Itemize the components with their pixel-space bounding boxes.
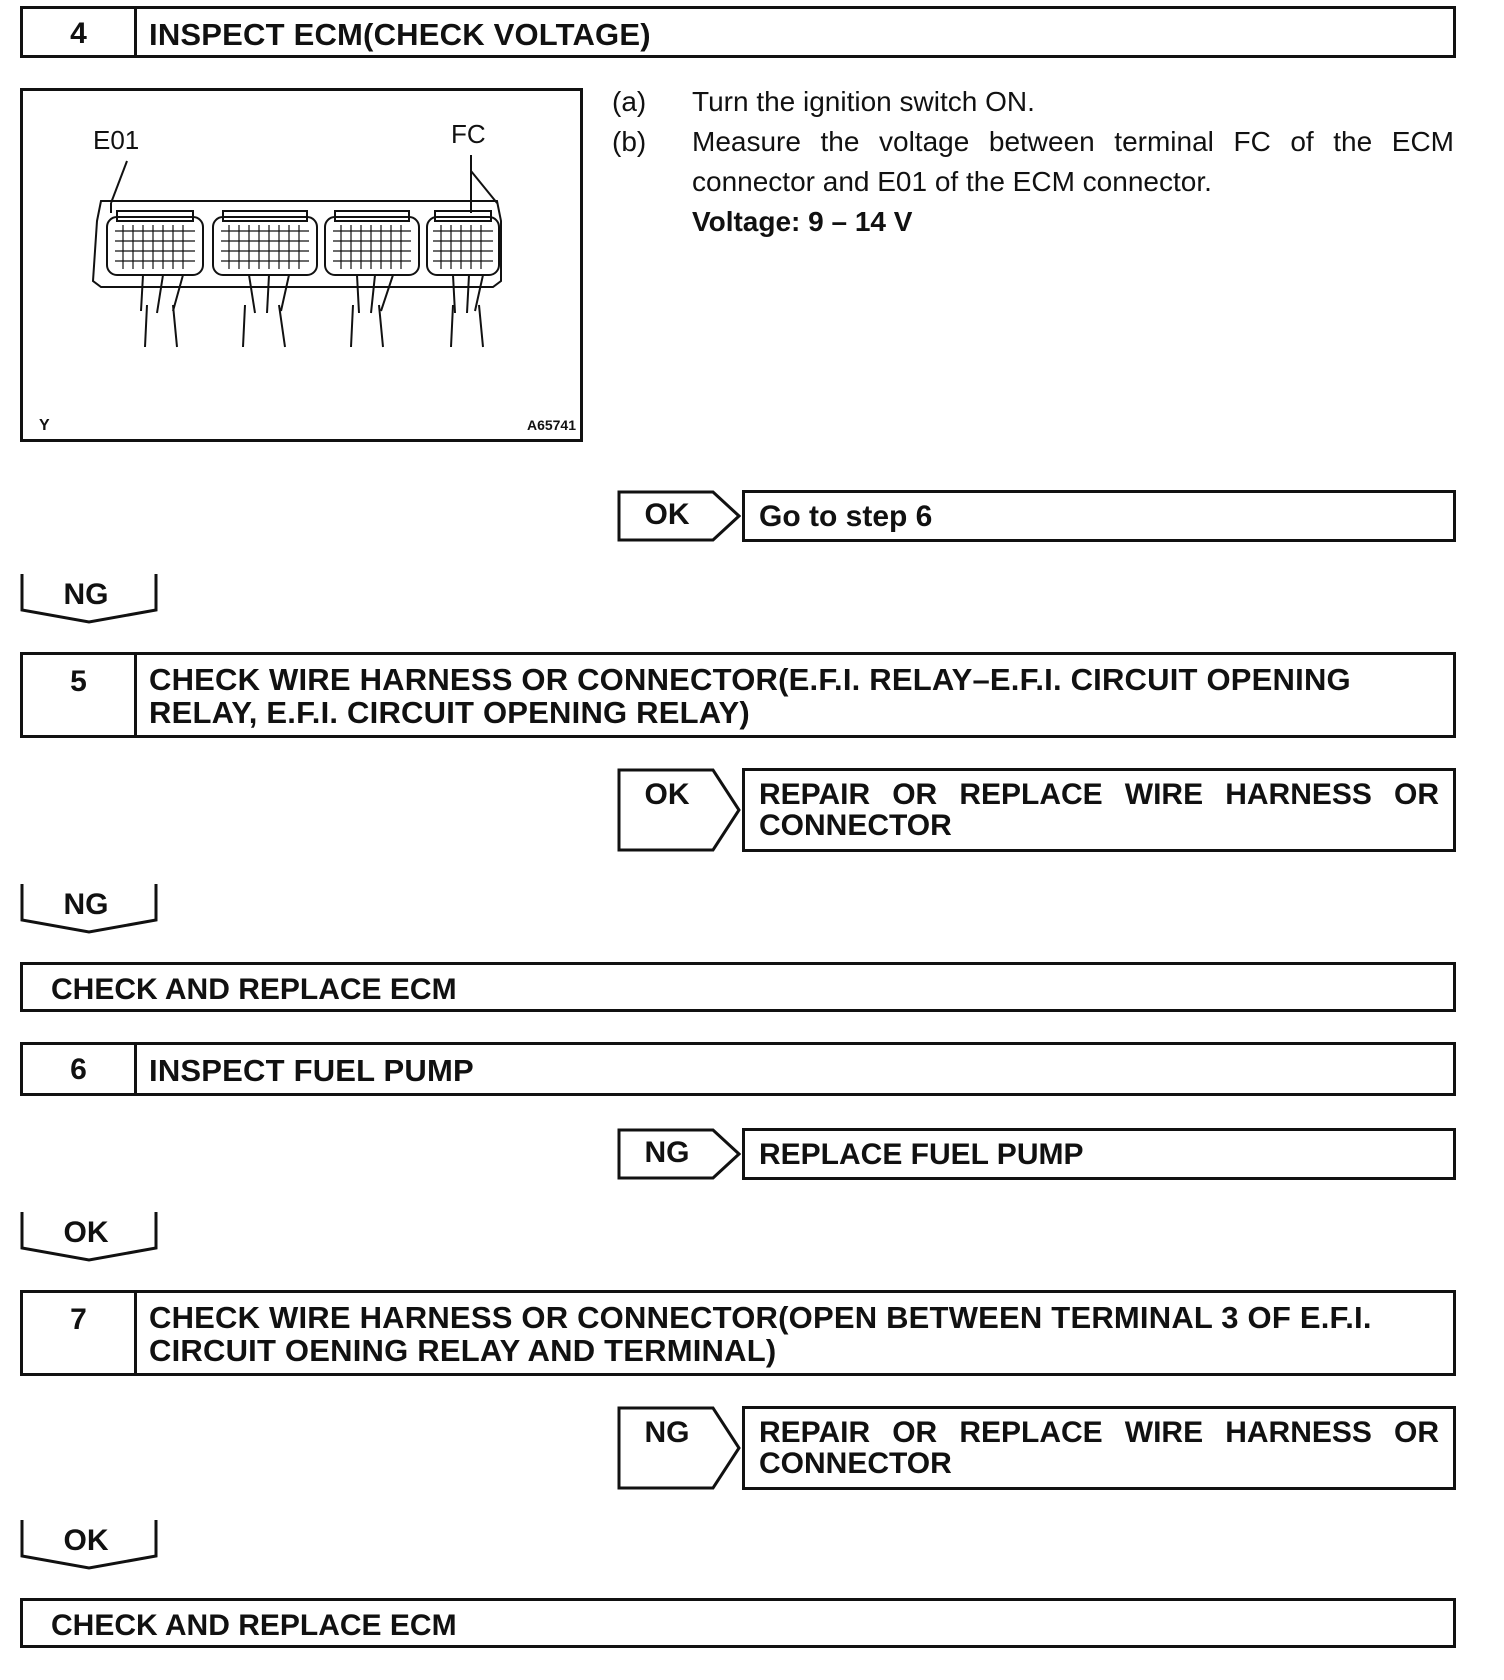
step-6-ng-result: REPLACE FUEL PUMP <box>742 1128 1456 1180</box>
instruction-text: Measure the voltage between terminal FC of the ECM connector and E01 of the ECM connector. <box>692 126 1454 197</box>
step-4-ok-arrow <box>617 490 741 542</box>
step-5-ok-arrow <box>617 768 741 852</box>
step-6-header <box>20 1042 1456 1096</box>
step-6-ng-arrow <box>617 1128 741 1180</box>
step-4-instructions <box>612 82 1458 242</box>
ok-label: OK <box>644 778 690 811</box>
step-7-header <box>20 1290 1456 1376</box>
step-title: INSPECT FUEL PUMP <box>149 1053 474 1088</box>
ecm-connector-drawing <box>23 91 580 439</box>
step-7-ng-arrow <box>617 1406 741 1490</box>
step-4-header <box>20 6 1456 58</box>
instruction-text: Turn the ignition switch ON. <box>692 86 1035 117</box>
step-number: 4 <box>23 9 137 55</box>
ng-label: NG <box>63 578 109 611</box>
step-title: CHECK WIRE HARNESS OR CONNECTOR(OPEN BETWEEN TERMINAL 3 OF E.F.I. CIRCUIT OENING RELAY AND TERMINAL) <box>149 1300 1372 1368</box>
ng-label: NG <box>644 1136 690 1169</box>
figure-label-fc: FC <box>451 119 486 149</box>
step-6-ok-arrow <box>20 1210 158 1262</box>
step-4-ng-arrow <box>20 572 158 624</box>
instruction-b <box>612 122 1458 202</box>
ng-label: NG <box>63 888 109 921</box>
figure-id: A65741 <box>526 417 576 433</box>
voltage-spec: Voltage: 9 – 14 V <box>692 206 913 237</box>
ok-label: OK <box>644 498 690 531</box>
step-5-header <box>20 652 1456 738</box>
instruction-key: (a) <box>612 86 647 117</box>
instruction-key: (b) <box>612 126 647 157</box>
instruction-a <box>612 82 1458 122</box>
step-5-ok-result: REPAIR OR REPLACE WIRE HARNESS OR CONNECTOR <box>742 768 1456 852</box>
figure-label-e01: E01 <box>93 125 140 155</box>
step-5-final-action: CHECK AND REPLACE ECM <box>20 962 1456 1012</box>
step-number: 5 <box>23 655 137 735</box>
voltage-spec-row <box>612 202 1458 242</box>
step-4-ok-result: Go to step 6 <box>742 490 1456 542</box>
figure-corner-y: Y <box>39 417 50 434</box>
step-7-ng-result: REPAIR OR REPLACE WIRE HARNESS OR CONNECTOR <box>742 1406 1456 1490</box>
step-title: CHECK WIRE HARNESS OR CONNECTOR(E.F.I. RELAY–E.F.I. CIRCUIT OPENING RELAY, E.F.I. CIRCUIT OPENING RELAY) <box>149 662 1351 730</box>
step-7-ok-arrow <box>20 1518 158 1570</box>
step-number: 7 <box>23 1293 137 1373</box>
ok-label: OK <box>63 1524 109 1557</box>
step-7-final-action: CHECK AND REPLACE ECM <box>20 1598 1456 1648</box>
step-number: 6 <box>23 1045 137 1093</box>
ecm-connector-figure <box>20 88 583 442</box>
step-title: INSPECT ECM(CHECK VOLTAGE) <box>149 17 651 52</box>
ok-label: OK <box>63 1216 109 1249</box>
ng-label: NG <box>644 1416 690 1449</box>
step-5-ng-arrow <box>20 882 158 934</box>
